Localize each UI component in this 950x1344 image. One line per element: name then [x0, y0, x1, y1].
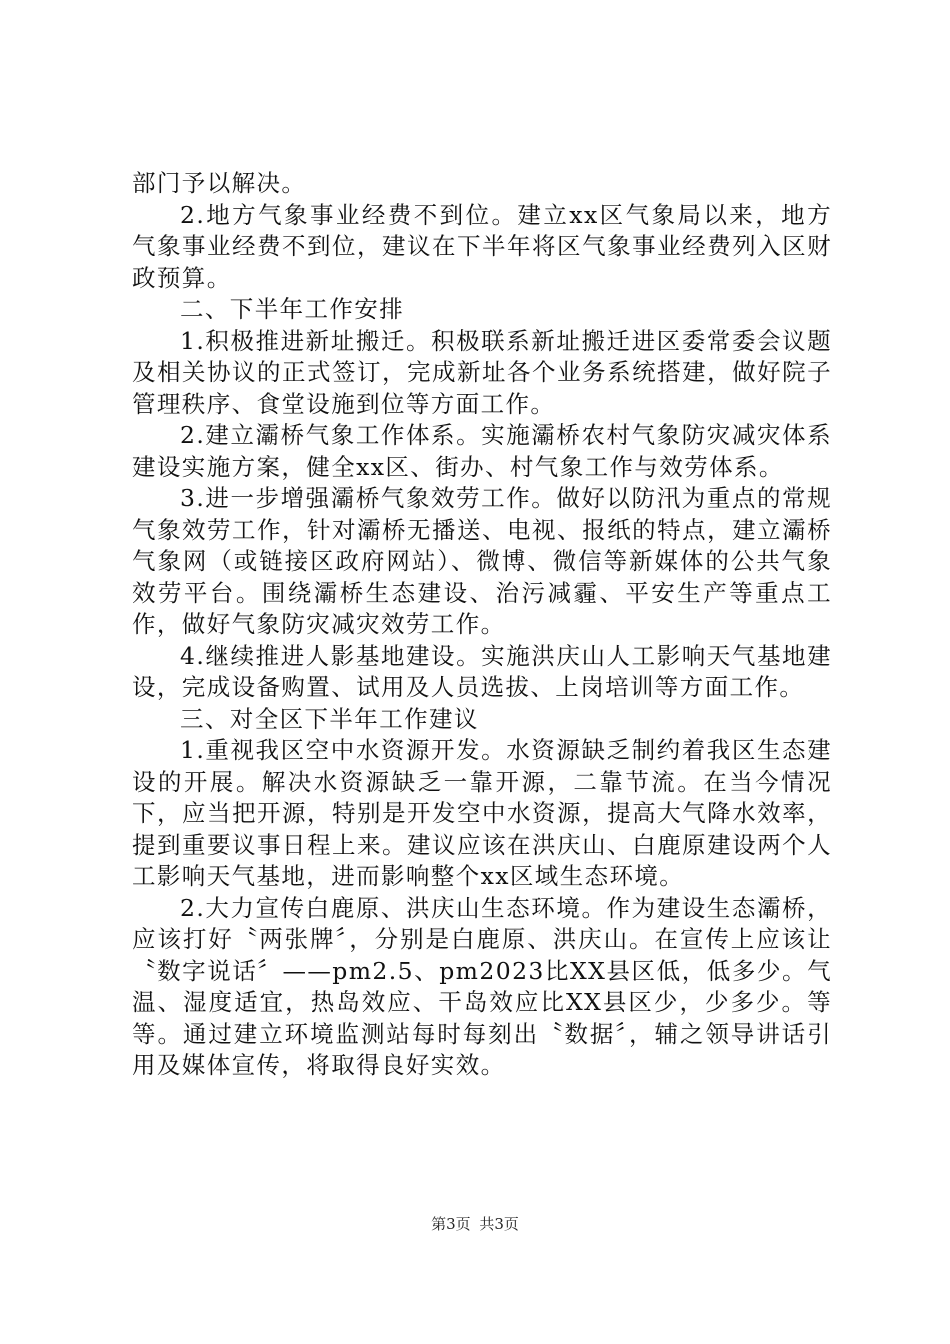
- paragraph-4: 1.积极推进新址搬迁。积极联系新址搬迁进区委常委会议题及相关协议的正式签订，完成新址各个业务系统搭建，做好院子管理秩序、食堂设施到位等方面工作。: [132, 326, 832, 418]
- paragraph-9: 1.重视我区空中水资源开发。水资源缺乏制约着我区生态建设的开展。解决水资源缺乏一靠开源，二靠节流。在当今情况下，应当把开源，特别是开发空中水资源，提高大气降水效率，提到重要议事日程上来。建议应该在洪庆山、白鹿原建设两个人工影响天气基地，进而影响整个xx区域生态环境。: [132, 736, 832, 890]
- paragraph-10: 2.大力宣传白鹿原、洪庆山生态环境。作为建设生态灞桥，应该打好〝两张牌〞，分别是白鹿原、洪庆山。在宣传上应该让〝数字说话〞——pm2.5、pm2023比XX县区低，低多少。气温、湿度适宜，热岛效应、干岛效应比XX县区少，少多少。等等。通过建立环境监测站每时每刻出〝数据〞，辅之领导讲话引用及媒体宣传，将取得良好实效。: [132, 893, 832, 1079]
- paragraph-7: 4.继续推进人影基地建设。实施洪庆山人工影响天气基地建设，完成设备购置、试用及人员选拔、上岗培训等方面工作。: [132, 641, 832, 701]
- page-number: 第3页: [431, 1215, 471, 1233]
- paragraph-1: 部门予以解决。: [132, 169, 307, 197]
- page-footer: [0, 1213, 950, 1234]
- page-total: 共3页: [479, 1215, 519, 1233]
- section-heading-2: 二、下半年工作安排: [180, 295, 405, 323]
- paragraph-5: 2.建立灞桥气象工作体系。实施灞桥农村气象防灾减灾体系建设实施方案，健全xx区、街办、村气象工作与效劳体系。: [132, 421, 832, 481]
- paragraph-6: 3.进一步增强灞桥气象效劳工作。做好以防汛为重点的常规气象效劳工作，针对灞桥无播送、电视、报纸的特点，建立灞桥气象网（或链接区政府网站）、微博、微信等新媒体的公共气象效劳平台。围绕灞桥生态建设、治污减霾、平安生产等重点工作，做好气象防灾减灾效劳工作。: [132, 484, 832, 638]
- document-body: [132, 168, 832, 1082]
- paragraph-2: 2.地方气象事业经费不到位。建立xx区气象局以来，地方气象事业经费不到位，建议在下半年将区气象事业经费列入区财政预算。: [132, 200, 832, 292]
- section-heading-3: 三、对全区下半年工作建议: [180, 704, 479, 733]
